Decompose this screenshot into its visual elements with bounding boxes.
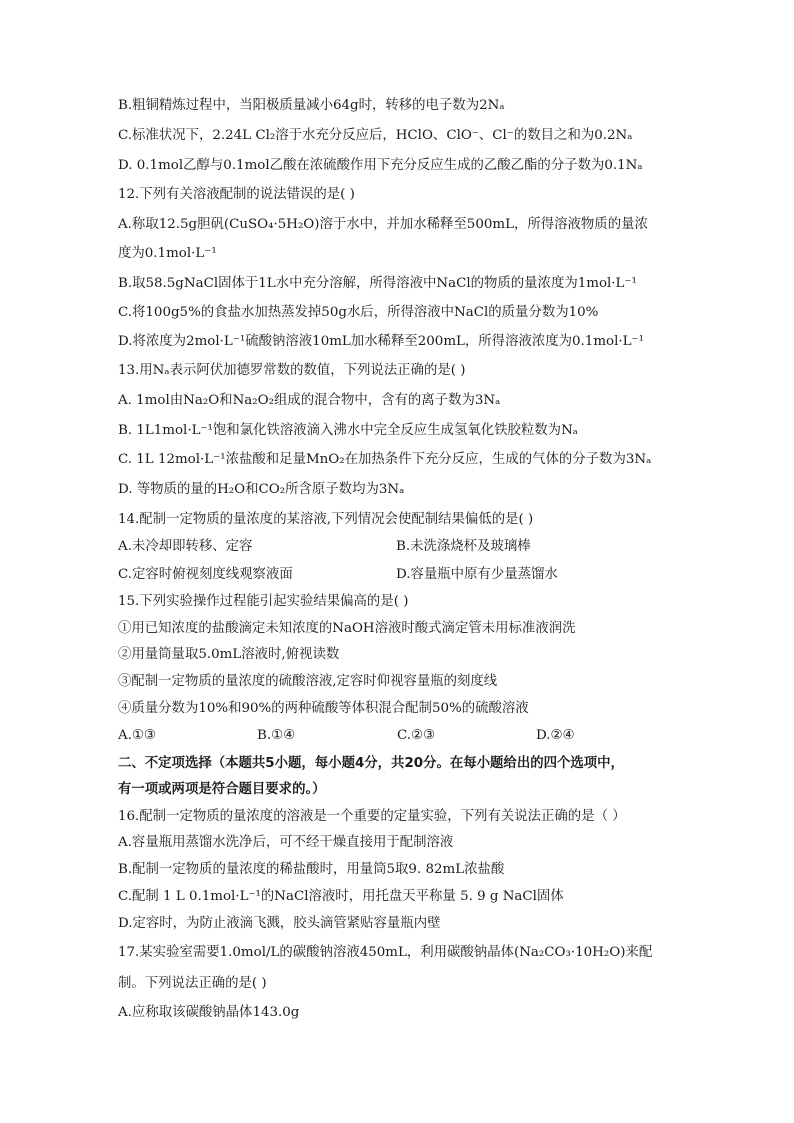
text-line: C.将100g5%的食盐水加热蒸发掉50g水后，所得溶液中NaCl的质量分数为10% — [118, 305, 599, 320]
section-title: 二、不定项选择（本题共5小题，每小题4分，共20分。在每小题给出的四个选项中， — [118, 756, 624, 771]
text-line: C.配制 1 L 0.1mol·L⁻¹的NaCl溶液时，用托盘天平称量 5. 9 g NaCl固体 — [118, 889, 564, 904]
text-line: D. 0.1mol乙醇与0.1mol乙酸在浓硫酸作用下充分反应生成的乙酸乙酯的分子数为0.1Nₐ — [118, 158, 643, 173]
text-line: A.称取12.5g胆矾(CuSO₄·5H₂O)溶于水中，并加水稀释至500mL，所得溶液物质的量浓 — [118, 217, 648, 232]
q14-options-row — [118, 565, 678, 585]
text-line: D. 等物质的量的H₂O和CO₂所含原子数均为3Nₐ — [118, 482, 405, 497]
text-line: ①用已知浓度的盐酸滴定未知浓度的NaOH溶液时酸式滴定管未用标准液润洗 — [118, 621, 576, 636]
section-title: 有一项或两项是符合题目要求的。） — [118, 782, 326, 797]
text-line: C. 1L 12mol·L⁻¹浓盐酸和足量MnO₂在加热条件下充分反应，生成的气体的分子数为3Nₐ — [118, 452, 652, 467]
question-16: 16.配制一定物质的量浓度的溶液是一个重要的定量实验，下列有关说法正确的是（ ） — [118, 809, 626, 824]
q14-options-row — [118, 537, 678, 557]
text-line: ④质量分数为10%和90%的两种硫酸等体积混合配制50%的硫酸溶液 — [118, 701, 529, 716]
text-line: A.应称取该碳酸钠晶体143.0g — [118, 1005, 300, 1020]
text-line: A. 1mol由Na₂O和Na₂O₂组成的混合物中，含有的离子数为3Nₐ — [118, 393, 501, 408]
text-line: ②用量筒量取5.0mL溶液时,俯视读数 — [118, 647, 340, 662]
option: D.容量瓶中原有少量蒸馏水 — [396, 567, 558, 582]
option: C.定容时俯视刻度线观察液面 — [118, 567, 293, 582]
text-line: C.标准状况下，2.24L Cl₂溶于水充分反应后，HClO、ClO⁻、Cl⁻的数目之和为0.2Nₐ — [118, 128, 633, 143]
text-line: D.将浓度为2mol·L⁻¹硫酸钠溶液10mL加水稀释至200mL，所得溶液浓度为0.1mol·L⁻¹ — [118, 334, 644, 349]
question-17: 17.某实验室需要1.0mol/L的碳酸钠溶液450mL，利用碳酸钠晶体(Na₂CO₃·10H₂O)来配 — [118, 945, 653, 960]
option: B.①④ — [257, 728, 296, 743]
text-line: B. 1L1mol·L⁻¹饱和氯化铁溶液滴入沸水中完全反应生成氢氧化铁胶粒数为Nₐ — [118, 423, 578, 438]
text-line: B.粗铜精炼过程中，当阳极质量减小64g时，转移的电子数为2Nₐ — [118, 98, 505, 113]
question-12: 12.下列有关溶液配制的说法错误的是( ) — [118, 187, 355, 202]
text-line: B.配制一定物质的量浓度的稀盐酸时，用量筒5取9. 82mL浓盐酸 — [118, 862, 505, 877]
option: A.未冷却即转移、定容 — [118, 539, 253, 554]
text-line: A.容量瓶用蒸馏水洗净后，可不经干燥直接用于配制溶液 — [118, 835, 454, 850]
question-13: 13.用Nₐ表示阿伏加德罗常数的数值，下列说法正确的是( ) — [118, 363, 466, 378]
option: A.①③ — [118, 728, 156, 743]
option: B.未洗涤烧杯及玻璃棒 — [396, 539, 531, 554]
option: C.②③ — [397, 728, 436, 743]
question-14: 14.配制一定物质的量浓度的某溶液,下列情况会使配制结果偏低的是( ) — [118, 512, 534, 527]
option: D.②④ — [536, 728, 575, 743]
text-line: D.定容时，为防止液滴飞溅，胶头滴管紧贴容量瓶内壁 — [118, 916, 441, 931]
text-line: B.取58.5gNaCl固体于1L水中充分溶解，所得溶液中NaCl的物质的量浓度为1mol·L⁻¹ — [118, 276, 637, 291]
question-15: 15.下列实验操作过程能引起实验结果偏高的是( ) — [118, 594, 409, 609]
text-line: 制。下列说法正确的是( ) — [118, 976, 267, 991]
text-line: 度为0.1mol·L⁻¹ — [118, 246, 217, 261]
text-line: ③配制一定物质的量浓度的硫酸溶液,定容时仰视容量瓶的刻度线 — [118, 674, 498, 689]
